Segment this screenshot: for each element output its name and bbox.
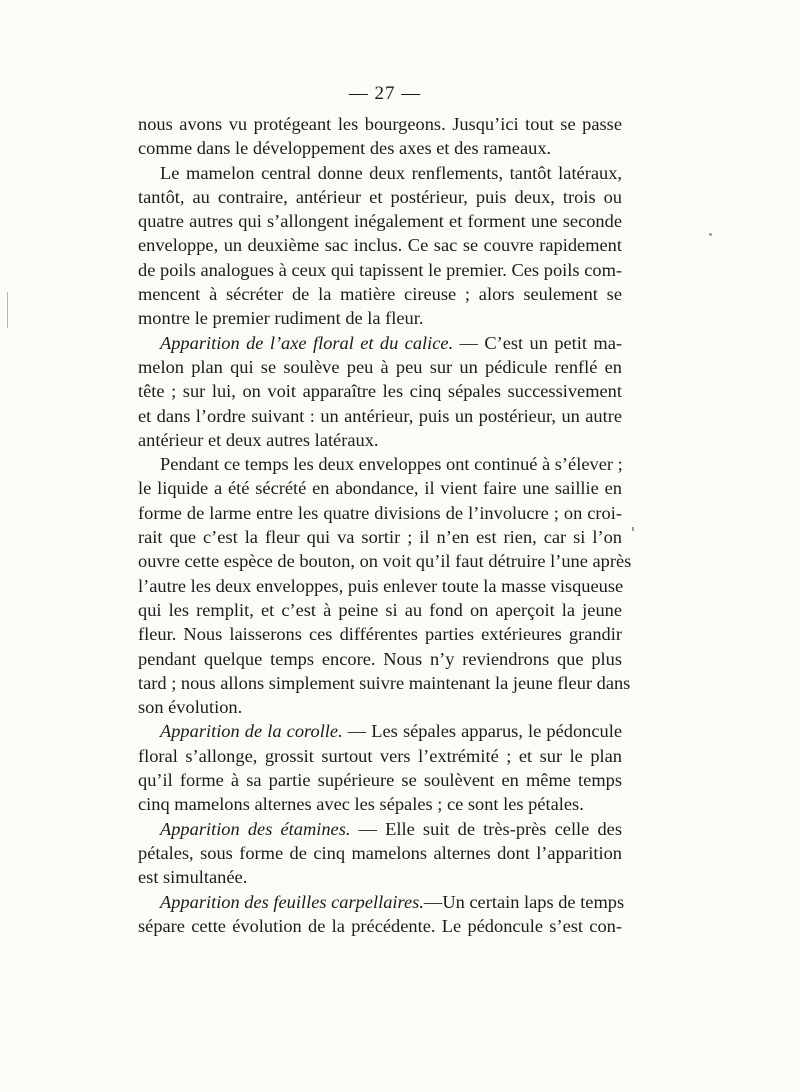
text-run: — Elle suit de très-près celle des [350,818,622,839]
text-line: est simultanée. [138,867,248,888]
section-heading: Apparition des étamines. [160,818,351,839]
text-line [138,890,625,914]
text-line: de poils analogues à ceux qui tapissent le premier. Ces poils com- [138,259,622,280]
text-line: enveloppe, un deuxième sac inclus. Ce sac se couvre rapidement [138,235,622,256]
text-line: sépare cette évolution de la précédente. Le pédoncule s’est con- [138,915,622,936]
text-line: antérieur et deux autres latéraux. [138,429,379,450]
text-line: pétales, sous forme de cinq mamelons alternes dont l’apparition [138,842,622,863]
text-line: cinq mamelons alternes avec les sépales ; ce sont les pétales. [138,794,584,815]
text-line: montre le premier rudiment de la fleur. [138,308,424,329]
text-line: son évolution. [138,697,243,718]
text-line: rait que c’est la fleur qui va sortir ; il n’en est rien, car si l’on [138,527,622,548]
text-line: et dans l’ordre suivant : un antérieur, puis un postérieur, un autre [138,405,622,426]
text-run: —Un certain laps de temps [423,891,625,912]
section-heading: Apparition de l’axe floral et du calice. [160,332,454,353]
text-line: quatre autres qui s’allongent inégalement et forment une seconde [138,211,622,232]
text-line: forme de larme entre les quatre divisions de l’involucre ; on croi- [138,502,622,523]
text-line: mencent à sécréter de la matière cireuse ; alors seulement se [138,284,622,305]
text-line [138,817,622,841]
paper-speck [7,292,8,328]
text-line: qui les remplit, et c’est à peine si au fond on aperçoit la jeune [138,599,622,620]
text-line: tête ; sur lui, on voit apparaître les cinq sépales successivement [138,381,622,402]
paper-speck [709,233,712,236]
text-line: fleur. Nous laisserons ces différentes parties extérieures grandir [138,624,622,645]
text-line: l’autre les deux enveloppes, puis enlever toute la masse visqueuse [138,575,624,596]
text-line: melon plan qui se soulève peu à peu sur un pédicule renflé en [138,356,622,377]
text-line: comme dans le développement des axes et des rameaux. [138,138,552,159]
paper-speck [632,527,634,531]
text-line: pendant quelque temps encore. Nous n’y reviendrons que plus [138,648,622,669]
page-number: — 27 — [348,83,422,104]
text-line: le liquide a été sécrété en abondance, il vient faire une saillie en [138,478,622,499]
text-run: — Les sépales apparus, le pédoncule [342,721,622,742]
text-line [138,331,622,355]
text-line: tantôt, au contraire, antérieur et postérieur, puis deux, trois ou [138,186,622,207]
text-line: qu’il forme à sa partie supérieure se soulèvent en même temps [138,770,622,791]
text-line: Pendant ce temps les deux enveloppes ont continué à s’élever ; [160,454,623,475]
text-line [138,719,622,743]
body-text [138,112,632,938]
text-line: ouvre cette espèce de bouton, on voit qu’il faut détruire l’une après [138,551,632,572]
text-line: Le mamelon central donne deux renflements, tantôt latéraux, [160,162,622,183]
text-run: — C’est un petit ma- [453,332,622,353]
text-line: nous avons vu protégeant les bourgeons. Jusqu’ici tout se passe [138,114,622,134]
section-heading: Apparition des feuilles carpellaires. [160,891,424,912]
section-heading: Apparition de la corolle. [160,721,343,742]
text-line: floral s’allonge, grossit surtout vers l’extrémité ; et sur le plan [138,745,622,766]
text-line: tard ; nous allons simplement suivre maintenant la jeune fleur dans [138,672,631,693]
